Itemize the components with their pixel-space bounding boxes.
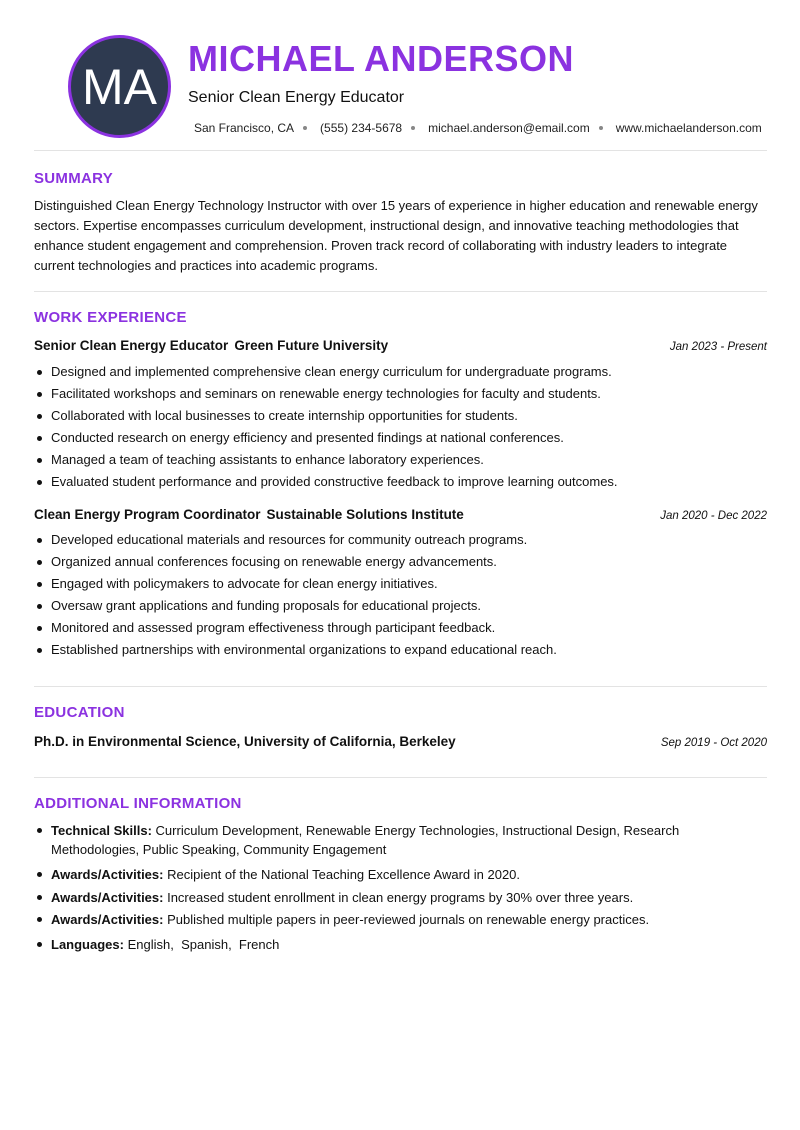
- contact-phone: (555) 234-5678: [320, 121, 403, 135]
- section-divider: [34, 777, 767, 778]
- list-item: Managed a team of teaching assistants to enhance laboratory experiences.: [34, 449, 767, 471]
- list-item: Oversaw grant applications and funding proposals for educational projects.: [34, 595, 767, 617]
- education-entry: [34, 734, 767, 749]
- list-item: Monitored and assessed program effectiveness through participant feedback.: [34, 617, 767, 639]
- job-dates: Jan 2023 - Present: [669, 341, 767, 353]
- job-organization: Sustainable Solutions Institute: [266, 507, 464, 522]
- additional-info-list: [34, 821, 767, 954]
- education-degree: Ph.D. in Environmental Science, University of California, Berkeley: [34, 734, 456, 749]
- info-label: Awards/Activities:: [51, 867, 164, 882]
- language-item: English: [127, 937, 171, 952]
- list-item: Established partnerships with environmental organizations to expand educational reach.: [34, 639, 767, 661]
- list-item: [34, 910, 767, 929]
- job-title-line: [34, 338, 388, 353]
- list-item: [34, 821, 767, 859]
- candidate-name: MICHAEL ANDERSON: [188, 38, 575, 79]
- contact-website[interactable]: www.michaelanderson.com: [615, 121, 762, 135]
- language-item: , Spanish: [170, 937, 228, 952]
- list-item: Designed and implemented comprehensive clean energy curriculum for undergraduate programs.: [34, 361, 767, 383]
- additional-information-heading: ADDITIONAL INFORMATION: [34, 795, 242, 812]
- job-title-line: [34, 507, 464, 522]
- job-role: Clean Energy Program Coordinator: [34, 507, 261, 522]
- list-item: Developed educational materials and resources for community outreach programs.: [34, 529, 767, 551]
- contact-email[interactable]: michael.anderson@email.com: [428, 121, 590, 135]
- separator-dot: [303, 126, 307, 130]
- separator-dot: [599, 126, 603, 130]
- avatar: [68, 35, 171, 138]
- list-item: [34, 888, 767, 907]
- list-item: [34, 865, 767, 884]
- avatar-initials: MA: [82, 58, 157, 115]
- job-organization: Green Future University: [234, 338, 389, 353]
- job-dates: Jan 2020 - Dec 2022: [660, 510, 767, 522]
- info-label: Technical Skills:: [51, 823, 152, 838]
- job-header: [34, 338, 767, 353]
- job-bullet-list: [34, 529, 767, 661]
- list-item: Engaged with policymakers to advocate for clean energy initiatives.: [34, 573, 767, 595]
- list-item: Conducted research on energy efficiency and presented findings at national conferences.: [34, 427, 767, 449]
- info-text: Curriculum Development, Renewable Energy Technologies, Instructional Design, Research Methodologies, Public Speaking, Community Engagement: [51, 823, 680, 857]
- info-text: Increased student enrollment in clean energy programs by 30% over three years.: [167, 889, 634, 905]
- list-item: Collaborated with local businesses to create internship opportunities for students.: [34, 405, 767, 427]
- list-item: [34, 935, 767, 954]
- info-label: Languages:: [51, 937, 124, 952]
- job-bullet-list: [34, 361, 767, 493]
- list-item: Facilitated workshops and seminars on renewable energy technologies for faculty and students.: [34, 383, 767, 405]
- resume-header: [34, 0, 767, 150]
- candidate-title: Senior Clean Energy Educator: [188, 89, 405, 106]
- job-header: [34, 507, 767, 522]
- contact-location: San Francisco, CA: [194, 121, 295, 135]
- section-divider: [34, 686, 767, 687]
- info-label: Awards/Activities:: [51, 889, 164, 905]
- job-role: Senior Clean Energy Educator: [34, 338, 229, 353]
- list-item: Evaluated student performance and provided constructive feedback to improve learning outcomes.: [34, 471, 767, 493]
- summary-text: Distinguished Clean Energy Technology Instructor with over 15 years of experience in higher education and renewable energy sectors. Expertise encompasses curriculum development, instructional design, and innovative teaching methodologies that enhance student engagement and comprehension. Proven track record of collaborating with industry leaders to integrate current technologies and practices into academic programs.: [34, 198, 758, 273]
- work-experience-heading: WORK EXPERIENCE: [34, 309, 187, 326]
- list-item: Organized annual conferences focusing on renewable energy advancements.: [34, 551, 767, 573]
- section-divider: [34, 291, 767, 292]
- separator-dot: [411, 126, 415, 130]
- summary-heading: SUMMARY: [34, 170, 114, 187]
- contact-info: [194, 121, 762, 135]
- info-text: Recipient of the National Teaching Excellence Award in 2020.: [167, 867, 521, 882]
- info-label: Awards/Activities:: [51, 912, 164, 927]
- section-divider: [34, 150, 767, 151]
- education-heading: EDUCATION: [34, 704, 125, 721]
- info-text: Published multiple papers in peer-reviewed journals on renewable energy practices.: [167, 912, 650, 927]
- language-item: , French: [228, 937, 279, 952]
- education-dates: Sep 2019 - Oct 2020: [660, 737, 767, 749]
